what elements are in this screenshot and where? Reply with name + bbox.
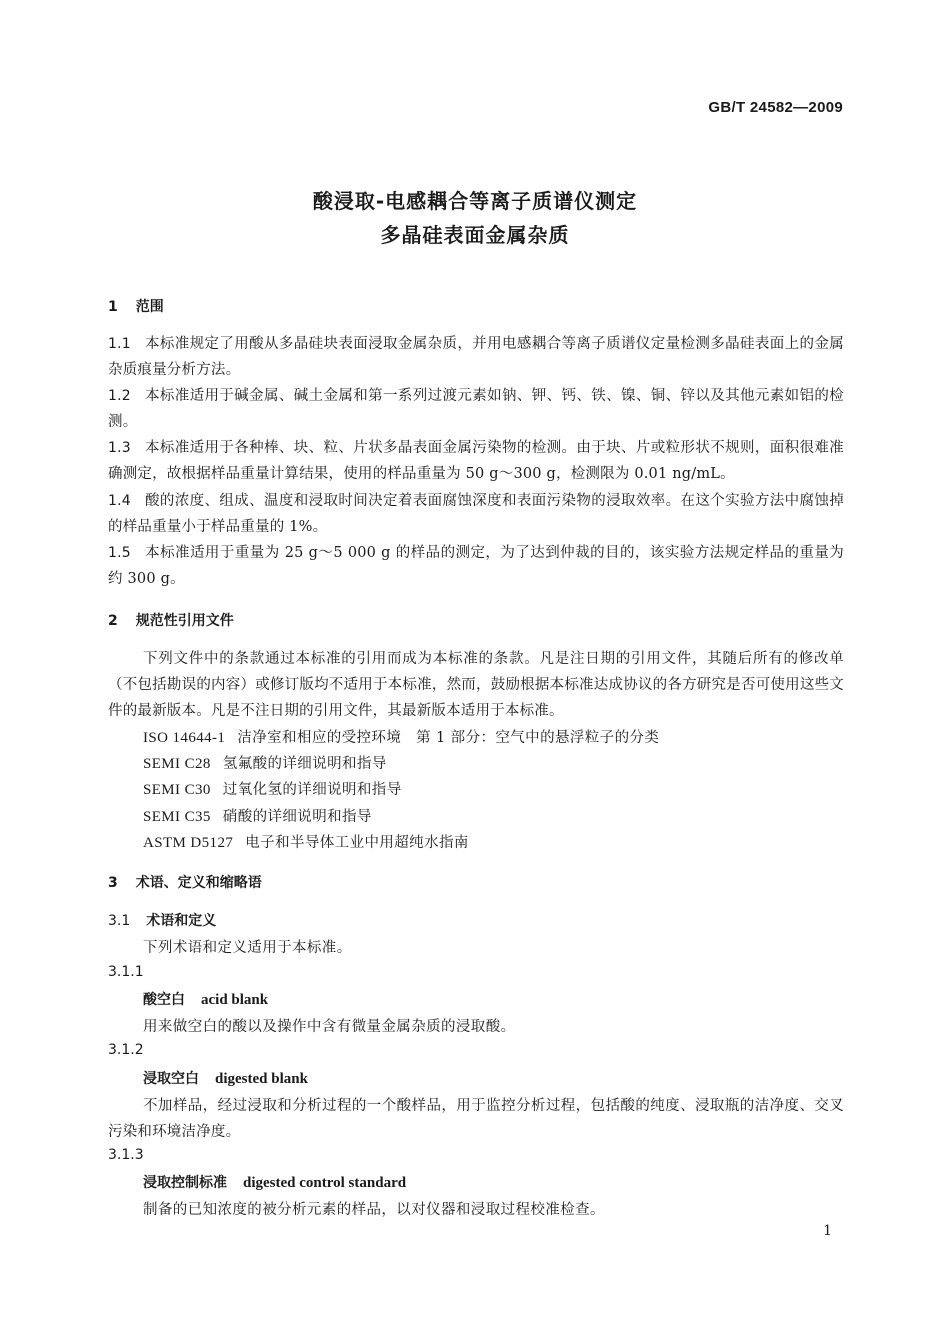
reference-code: SEMI C35 [143, 809, 211, 825]
clause-number: 1.3 [108, 440, 131, 456]
clause-number: 1.2 [108, 388, 131, 404]
term-english: digested control standard [243, 1175, 407, 1191]
normative-references-intro: 下列文件中的条款通过本标准的引用而成为本标准的条款。凡是注日期的引用文件，其随后所有的修改单（不包括勘误的内容）或修订版均不适用于本标准，然而，鼓励根据本标准达成协议的各方研究是否可使用这些文件的最新版本。凡是不注日期的引用文件，其最新版本适用于本标准。 [108, 651, 844, 719]
term-number: 3.1.2 [108, 1042, 144, 1058]
reference-code: ISO 14644-1 [143, 730, 226, 746]
subsection-title: 术语和定义 [146, 913, 217, 929]
clause-number: 1.4 [108, 493, 131, 509]
reference-item [143, 831, 469, 852]
term-heading [143, 989, 268, 1009]
section-title: 范围 [135, 299, 164, 315]
reference-title: 洁净室和相应的受控环境 第 1 部分：空气中的悬浮粒子的分类 [237, 730, 660, 746]
section-number: 2 [108, 613, 118, 629]
clause-text: 本标准适用于各种棒、块、粒、片状多晶表面金属污染物的检测。由于块、片或粒形状不规则，面积很难准确测定，故根据样品重量计算结果，使用的样品重量为 50 g～300 g，检测限为 0.01 ng/mL。 [108, 440, 844, 482]
clause-number: 1.5 [108, 545, 131, 561]
subsection-number: 3.1 [108, 913, 131, 929]
section-number: 1 [108, 299, 118, 315]
terms-intro: 下列术语和定义适用于本标准。 [143, 940, 352, 956]
reference-title: 过氧化氢的详细说明和指导 [222, 782, 402, 798]
clause-text: 本标准适用于碱金属、碱土金属和第一系列过渡元素如钠、钾、钙、铁、镍、铜、锌以及其他元素如铝的检测。 [108, 388, 844, 430]
term-chinese: 浸取控制标准 [143, 1175, 227, 1191]
reference-title: 硝酸的详细说明和指导 [222, 809, 372, 825]
term-english: acid blank [201, 992, 269, 1008]
section-3-heading [108, 872, 262, 892]
reference-title: 氢氟酸的详细说明和指导 [222, 756, 387, 772]
reference-item [143, 805, 372, 826]
term-heading [143, 1172, 406, 1192]
document-title-line-2: 多晶硅表面金属杂质 [380, 223, 570, 247]
term-heading [143, 1068, 308, 1088]
reference-item [143, 752, 387, 773]
reference-item [143, 778, 402, 799]
reference-code: SEMI C30 [143, 782, 211, 798]
reference-code: ASTM D5127 [143, 835, 234, 851]
page-number: 1 [823, 1223, 832, 1239]
term-definition: 用来做空白的酸以及操作中含有微量金属杂质的浸取酸。 [143, 1019, 516, 1035]
clause-1-2 [108, 383, 844, 435]
subsection-3-1-heading [108, 910, 216, 930]
clause-1-3 [108, 435, 844, 487]
clause-number: 1.1 [108, 336, 131, 352]
reference-code: SEMI C28 [143, 756, 211, 772]
clause-text: 本标准适用于重量为 25 g～5 000 g 的样品的测定，为了达到仲裁的目的，该实验方法规定样品的重量为约 300 g。 [108, 545, 844, 587]
clause-1-5 [108, 540, 844, 592]
clause-text: 本标准规定了用酸从多晶硅块表面浸取金属杂质，并用电感耦合等离子质谱仪定量检测多晶硅表面上的金属杂质痕量分析方法。 [108, 336, 844, 378]
section-number: 3 [108, 875, 118, 891]
term-english: digested blank [215, 1071, 308, 1087]
clause-text: 酸的浓度、组成、温度和浸取时间决定着表面腐蚀深度和表面污染物的浸取效率。在这个实验方法中腐蚀掉的样品重量小于样品重量的 1%。 [108, 493, 844, 535]
reference-item [143, 726, 659, 747]
section-title: 术语、定义和缩略语 [135, 875, 262, 891]
reference-title: 电子和半导体工业中用超纯水指南 [245, 835, 469, 851]
section-1-heading [108, 296, 164, 316]
section-2-heading [108, 610, 234, 630]
term-definition: 不加样品，经过浸取和分析过程的一个酸样品，用于监控分析过程，包括酸的纯度、浸取瓶的洁净度、交叉污染和环境洁净度。 [108, 1098, 844, 1140]
clause-1-1 [108, 331, 844, 383]
section-title: 规范性引用文件 [135, 613, 234, 629]
document-title-line-1: 酸浸取-电感耦合等离子质谱仪测定 [312, 189, 638, 213]
term-number: 3.1.3 [108, 1147, 144, 1163]
term-definition: 制备的已知浓度的被分析元素的样品，以对仪器和浸取过程校准检查。 [143, 1202, 605, 1218]
term-chinese: 酸空白 [143, 992, 185, 1008]
term-number: 3.1.1 [108, 964, 144, 980]
standard-number: GB/T 24582—2009 [708, 99, 843, 116]
term-chinese: 浸取空白 [143, 1071, 199, 1087]
clause-1-4 [108, 488, 844, 540]
